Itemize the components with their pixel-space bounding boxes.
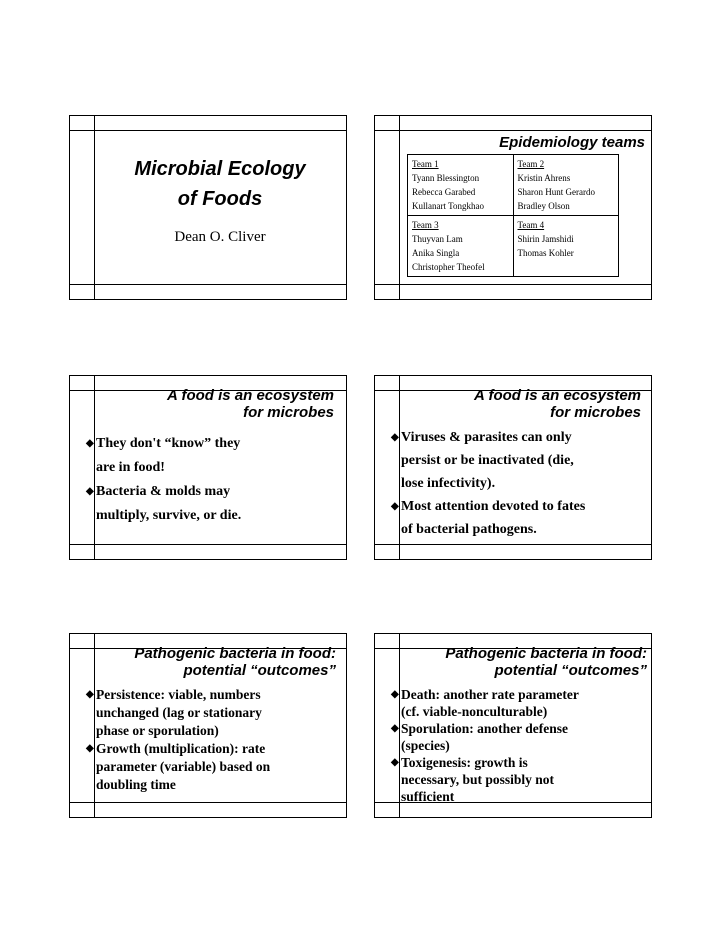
slide-bottom-rule xyxy=(375,544,651,545)
team-member: Thomas Kohler xyxy=(517,248,574,258)
bullet-item xyxy=(86,432,241,480)
bullet-item xyxy=(391,686,579,720)
slide-3 xyxy=(69,375,347,560)
slide-bottom-rule xyxy=(70,544,346,545)
team-member: Bradley Olson xyxy=(517,201,570,211)
bullet-line: doubling time xyxy=(96,777,176,792)
slide-title xyxy=(474,388,641,421)
team-member: Tyann Blessington xyxy=(412,173,480,183)
team-member: Kullanart Tongkhao xyxy=(412,201,484,211)
team-cell xyxy=(513,155,619,216)
bullet-line: multiply, survive, or die. xyxy=(96,508,242,523)
title-line: Microbial Ecology xyxy=(134,158,306,180)
team-name: Team 1 xyxy=(412,159,439,169)
team-cell xyxy=(408,216,514,277)
slide-title: Epidemiology teams xyxy=(499,134,645,151)
title-line: of Foods xyxy=(177,188,263,210)
bullet-line: unchanged (lag or stationary xyxy=(96,705,262,720)
bullet-line: Viruses & parasites can only xyxy=(401,430,572,445)
slide-6 xyxy=(374,633,652,818)
title-line: potential “outcomes” xyxy=(183,661,336,679)
bullet-item xyxy=(86,686,270,740)
bullet-line: Toxigenesis: growth is xyxy=(401,755,528,770)
teams-table xyxy=(407,154,619,277)
bullet-line: Sporulation: another defense xyxy=(401,721,569,736)
diamond-bullet-icon: ◆ xyxy=(391,757,399,768)
diamond-bullet-icon: ◆ xyxy=(391,689,399,700)
title-line: Pathogenic bacteria in food: xyxy=(445,645,647,662)
bullet-line: Persistence: viable, numbers xyxy=(96,687,261,702)
slide-2 xyxy=(374,115,652,300)
team-cell xyxy=(408,155,514,216)
bullet-line: (cf. viable-nonculturable) xyxy=(401,704,548,719)
bullet-line: necessary, but possibly not xyxy=(401,772,555,787)
slide-5 xyxy=(69,633,347,818)
bullet-line: persist or be inactivated (die, xyxy=(401,453,574,468)
slide-top-rule xyxy=(375,130,651,131)
title-line: Pathogenic bacteria in food: xyxy=(134,645,336,662)
bullet-line: Growth (multiplication): rate xyxy=(96,741,266,756)
slide-bottom-rule xyxy=(375,284,651,285)
slide-4 xyxy=(374,375,652,560)
bullet-line: lose infectivity). xyxy=(401,476,496,491)
slide-title xyxy=(134,646,336,679)
bullet-list xyxy=(86,432,241,528)
diamond-bullet-icon: ◆ xyxy=(391,723,399,734)
title-line: for microbes xyxy=(550,403,641,421)
bullet-line: are in food! xyxy=(96,460,165,475)
title-line: A food is an ecosystem xyxy=(474,387,641,404)
slide-bottom-rule xyxy=(70,284,346,285)
bullet-item xyxy=(391,720,579,754)
title-line: potential “outcomes” xyxy=(494,661,647,679)
diamond-bullet-icon: ◆ xyxy=(86,689,94,700)
team-name: Team 3 xyxy=(412,220,439,230)
slide-top-rule xyxy=(70,130,346,131)
bullet-item xyxy=(391,495,585,541)
diamond-bullet-icon: ◆ xyxy=(391,501,399,512)
team-name: Team 4 xyxy=(517,220,545,230)
bullet-list xyxy=(86,686,270,794)
bullet-line: Death: another rate parameter xyxy=(401,687,579,702)
team-member: Christopher Theofel xyxy=(412,262,485,272)
slide-bottom-rule xyxy=(70,802,346,803)
bullet-list xyxy=(391,426,585,541)
team-name: Team 2 xyxy=(517,159,545,169)
title-line: for microbes xyxy=(243,403,334,421)
bullet-line: of bacterial pathogens. xyxy=(401,522,537,537)
diamond-bullet-icon: ◆ xyxy=(86,438,94,449)
bullet-line: parameter (variable) based on xyxy=(96,759,271,774)
diamond-bullet-icon: ◆ xyxy=(391,432,399,443)
team-member: Sharon Hunt Gerardo xyxy=(517,187,595,197)
slide-title xyxy=(445,646,647,679)
slide-margin-line xyxy=(399,116,400,299)
bullet-item xyxy=(391,754,579,805)
bullet-list xyxy=(391,686,579,805)
team-member: Rebecca Garabed xyxy=(412,187,476,197)
bullet-line: They don't “know” they xyxy=(96,436,241,451)
team-member: Thuyvan Lam xyxy=(412,234,463,244)
slide-title xyxy=(94,154,346,214)
title-line: A food is an ecosystem xyxy=(167,387,334,404)
bullet-line: sufficient xyxy=(401,789,455,804)
team-member: Shirin Jamshidi xyxy=(517,234,574,244)
slide-1 xyxy=(69,115,347,300)
bullet-item xyxy=(86,480,241,528)
slide-title xyxy=(167,388,334,421)
diamond-bullet-icon: ◆ xyxy=(86,743,94,754)
team-member: Kristin Ahrens xyxy=(517,173,571,183)
bullet-line: Bacteria & molds may xyxy=(96,484,231,499)
team-cell xyxy=(513,216,619,277)
diamond-bullet-icon: ◆ xyxy=(86,486,94,497)
bullet-item xyxy=(391,426,585,495)
author-name: Dean O. Cliver xyxy=(174,229,266,245)
bullet-line: Most attention devoted to fates xyxy=(401,499,586,514)
bullet-line: phase or sporulation) xyxy=(96,723,219,738)
bullet-item xyxy=(86,740,270,794)
bullet-line: (species) xyxy=(401,738,450,753)
team-member: Anika Singla xyxy=(412,248,460,258)
